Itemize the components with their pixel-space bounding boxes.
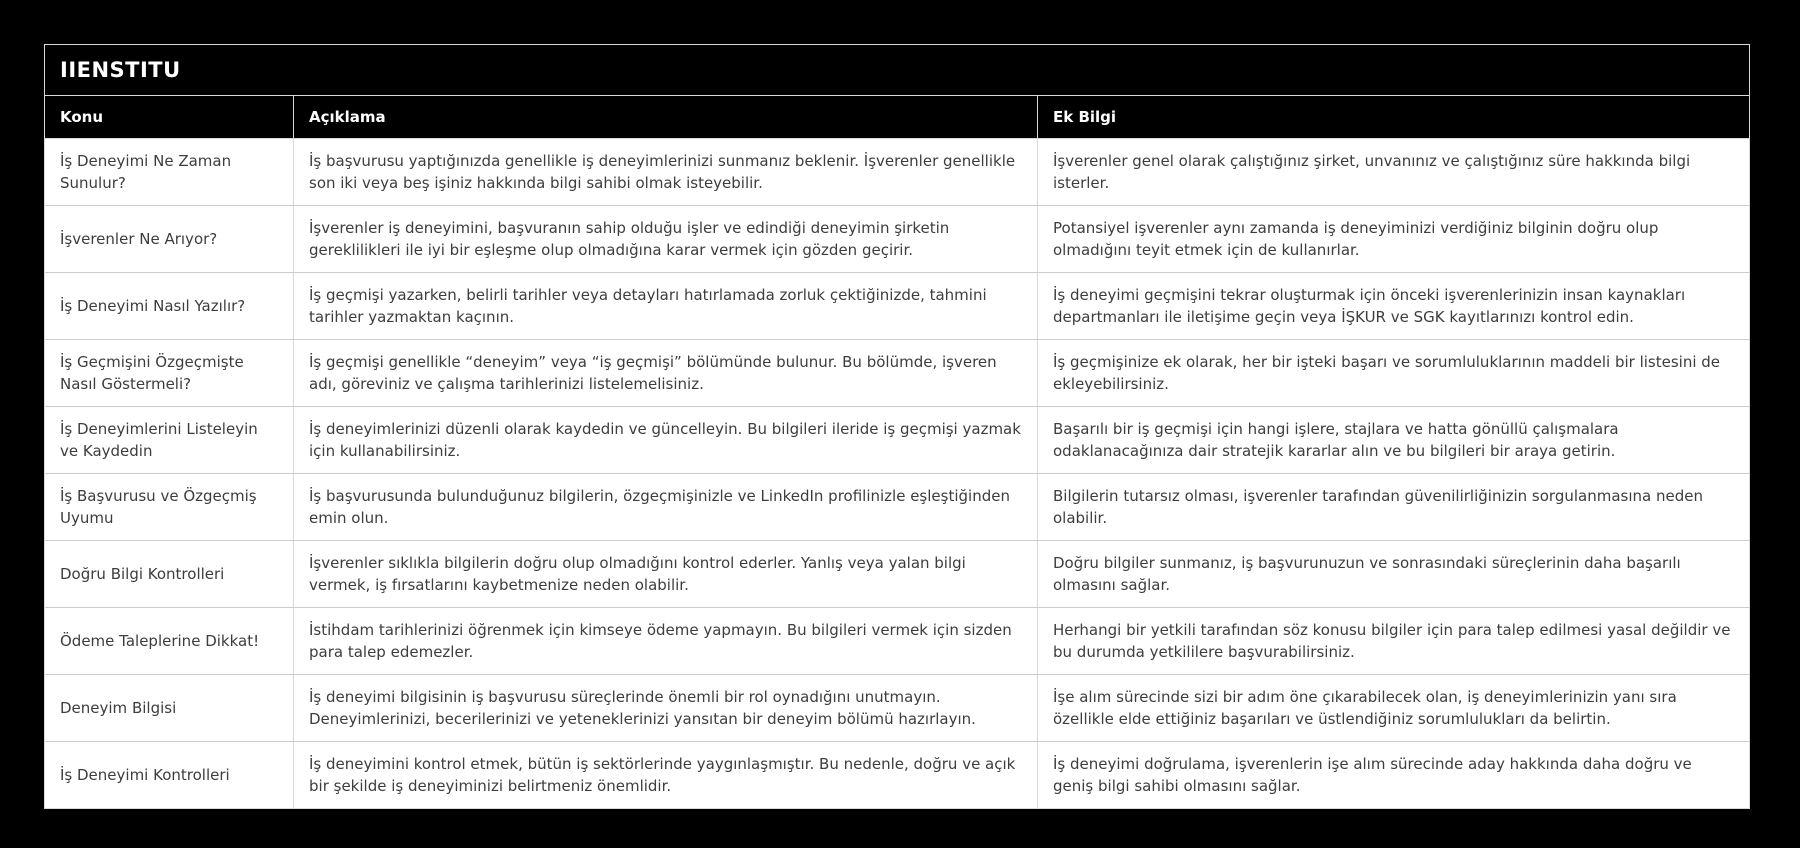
topic-text: İş Deneyimlerini Listeleyin ve Kaydedin: [60, 419, 258, 460]
topic-text: İş Deneyimi Ne Zaman Sunulur?: [60, 151, 232, 192]
topic-text: Doğru Bilgi Kontrolleri: [60, 564, 225, 583]
table-row: [45, 674, 1749, 741]
topic-text: İş Başvurusu ve Özgeçmiş Uyumu: [60, 486, 257, 527]
description-text: İstihdam tarihlerinizi öğrenmek için kimseye ödeme yapmayın. Bu bilgileri vermek için sizden para talep edemezler.: [309, 620, 1012, 661]
topic-text: İş Geçmişini Özgeçmişte Nasıl Göstermeli?: [60, 352, 244, 393]
description-cell: [293, 742, 1037, 808]
table-row: [45, 540, 1749, 607]
description-cell: [293, 206, 1037, 272]
extra-cell: [1037, 675, 1749, 741]
extra-cell: [1037, 206, 1749, 272]
topic-text: İş Deneyimi Nasıl Yazılır?: [60, 296, 246, 315]
topic-cell: [45, 541, 293, 607]
description-text: İş başvurusu yaptığınızda genellikle iş deneyimlerinizi sunmanız beklenir. İşverenler genellikle son iki veya beş işiniz hakkında bilgi sahibi olmak isteyebilir.: [309, 151, 1016, 192]
column-header-ek-bilgi: Ek Bilgi: [1037, 96, 1749, 138]
table-row: [45, 272, 1749, 339]
description-text: İş başvurusunda bulunduğunuz bilgilerin, özgeçmişinizle ve LinkedIn profilinizle eşleştiğinden emin olun.: [309, 486, 1010, 527]
table-body: [45, 139, 1749, 808]
extra-text: İş deneyimi doğrulama, işverenlerin işe alım sürecinde aday hakkında daha doğru ve geniş bilgi sahibi olmasını sağlar.: [1053, 754, 1692, 795]
extra-text: İşverenler genel olarak çalıştığınız şirket, unvanınız ve çalıştığınız süre hakkında bilgi isterler.: [1053, 151, 1691, 192]
description-text: İşverenler sıklıkla bilgilerin doğru olup olmadığını kontrol ederler. Yanlış veya yalan bilgi vermek, iş fırsatlarını kaybetmenize neden olabilir.: [309, 553, 966, 594]
topic-cell: [45, 407, 293, 473]
table-header-row: [45, 96, 1749, 139]
topic-text: İş Deneyimi Kontrolleri: [60, 765, 230, 784]
table-row: [45, 205, 1749, 272]
topic-text: İşverenler Ne Arıyor?: [60, 229, 218, 248]
description-cell: [293, 139, 1037, 205]
description-text: İş deneyimini kontrol etmek, bütün iş sektörlerinde yaygınlaşmıştır. Bu nedenle, doğru ve açık bir şekilde iş deneyiminizi belirtmeniz önemlidir.: [309, 754, 1016, 795]
table-row: [45, 741, 1749, 808]
extra-text: İşe alım sürecinde sizi bir adım öne çıkarabilecek olan, iş deneyimlerinizin yanı sıra özellikle elde ettiğiniz başarıları ve üstlendiğiniz sorumlulukları da belirtin.: [1053, 687, 1677, 728]
extra-cell: [1037, 407, 1749, 473]
extra-cell: [1037, 742, 1749, 808]
topic-cell: [45, 608, 293, 674]
topic-cell: [45, 675, 293, 741]
column-header-konu: Konu: [60, 108, 104, 126]
extra-cell: [1037, 608, 1749, 674]
topic-cell: [45, 340, 293, 406]
extra-cell: [1037, 541, 1749, 607]
table-row: [45, 607, 1749, 674]
topic-cell: [45, 206, 293, 272]
extra-text: Başarılı bir iş geçmişi için hangi işlere, stajlara ve hatta gönüllü çalışmalara odaklanacağınıza dair stratejik kararlar alın ve bu bilgileri bir araya getirin.: [1053, 419, 1619, 460]
table-row: [45, 339, 1749, 406]
extra-cell: [1037, 474, 1749, 540]
description-text: İş geçmişi yazarken, belirli tarihler veya detayları hatırlamada zorluk çektiğinizde, tahmini tarihler yazmaktan kaçının.: [309, 285, 987, 326]
description-text: İş deneyimi bilgisinin iş başvurusu süreçlerinde önemli bir rol oynadığını unutmayın. Deneyimlerinizi, becerilerinizi ve yeteneklerinizi yansıtan bir deneyim bölümü hazırlayın.: [309, 687, 976, 728]
extra-text: Bilgilerin tutarsız olması, işverenler tarafından güvenilirliğinizin sorgulanmasına neden olabilir.: [1053, 486, 1703, 527]
table-row: [45, 473, 1749, 540]
extra-cell: [1037, 139, 1749, 205]
topic-text: Ödeme Taleplerine Dikkat!: [60, 631, 260, 650]
extra-text: Potansiyel işverenler aynı zamanda iş deneyiminizi verdiğiniz bilginin doğru olup olmadığını teyit etmek için de kullanırlar.: [1053, 218, 1659, 259]
topic-cell: [45, 474, 293, 540]
extra-text: İş geçmişinize ek olarak, her bir işteki başarı ve sorumluluklarının maddeli bir listesini de ekleyebilirsiniz.: [1053, 352, 1721, 393]
table-row: [45, 406, 1749, 473]
description-cell: [293, 541, 1037, 607]
table-row: [45, 139, 1749, 205]
extra-cell: [1037, 273, 1749, 339]
content-card: [44, 44, 1750, 809]
description-text: İş geçmişi genellikle “deneyim” veya “iş geçmişi” bölümünde bulunur. Bu bölümde, işveren adı, göreviniz ve çalışma tarihlerinizi listelemelisiniz.: [309, 352, 997, 393]
description-cell: [293, 273, 1037, 339]
topic-text: Deneyim Bilgisi: [60, 698, 177, 717]
extra-text: Doğru bilgiler sunmanız, iş başvurunuzun ve sonrasındaki süreçlerinin daha başarılı olmasını sağlar.: [1053, 553, 1681, 594]
description-cell: [293, 675, 1037, 741]
description-text: İş deneyimlerinizi düzenli olarak kaydedin ve güncelleyin. Bu bilgileri ileride iş geçmişi yazmak için kullanabilirsiniz.: [309, 419, 1021, 460]
topic-cell: [45, 139, 293, 205]
extra-text: Herhangi bir yetkili tarafından söz konusu bilgiler için para talep edilmesi yasal değildir ve bu durumda yetkililere başvurabilirsiniz.: [1053, 620, 1731, 661]
extra-cell: [1037, 340, 1749, 406]
topic-cell: [45, 742, 293, 808]
column-header-aciklama: Açıklama: [293, 96, 1037, 138]
extra-text: İş deneyimi geçmişini tekrar oluşturmak için önceki işverenlerinizin insan kaynakları departmanları ile iletişime geçin veya İŞKUR ve SGK kayıtlarınızı kontrol edin.: [1053, 285, 1686, 326]
description-cell: [293, 340, 1037, 406]
description-cell: [293, 407, 1037, 473]
topic-cell: [45, 273, 293, 339]
page-title: IIENSTITU: [45, 45, 1749, 96]
description-cell: [293, 474, 1037, 540]
description-cell: [293, 608, 1037, 674]
description-text: İşverenler iş deneyimini, başvuranın sahip olduğu işler ve edindiği deneyimin şirketin gereklilikleri ile iyi bir eşleşme olup olmadığına karar vermek için gözden geçirir.: [309, 218, 950, 259]
